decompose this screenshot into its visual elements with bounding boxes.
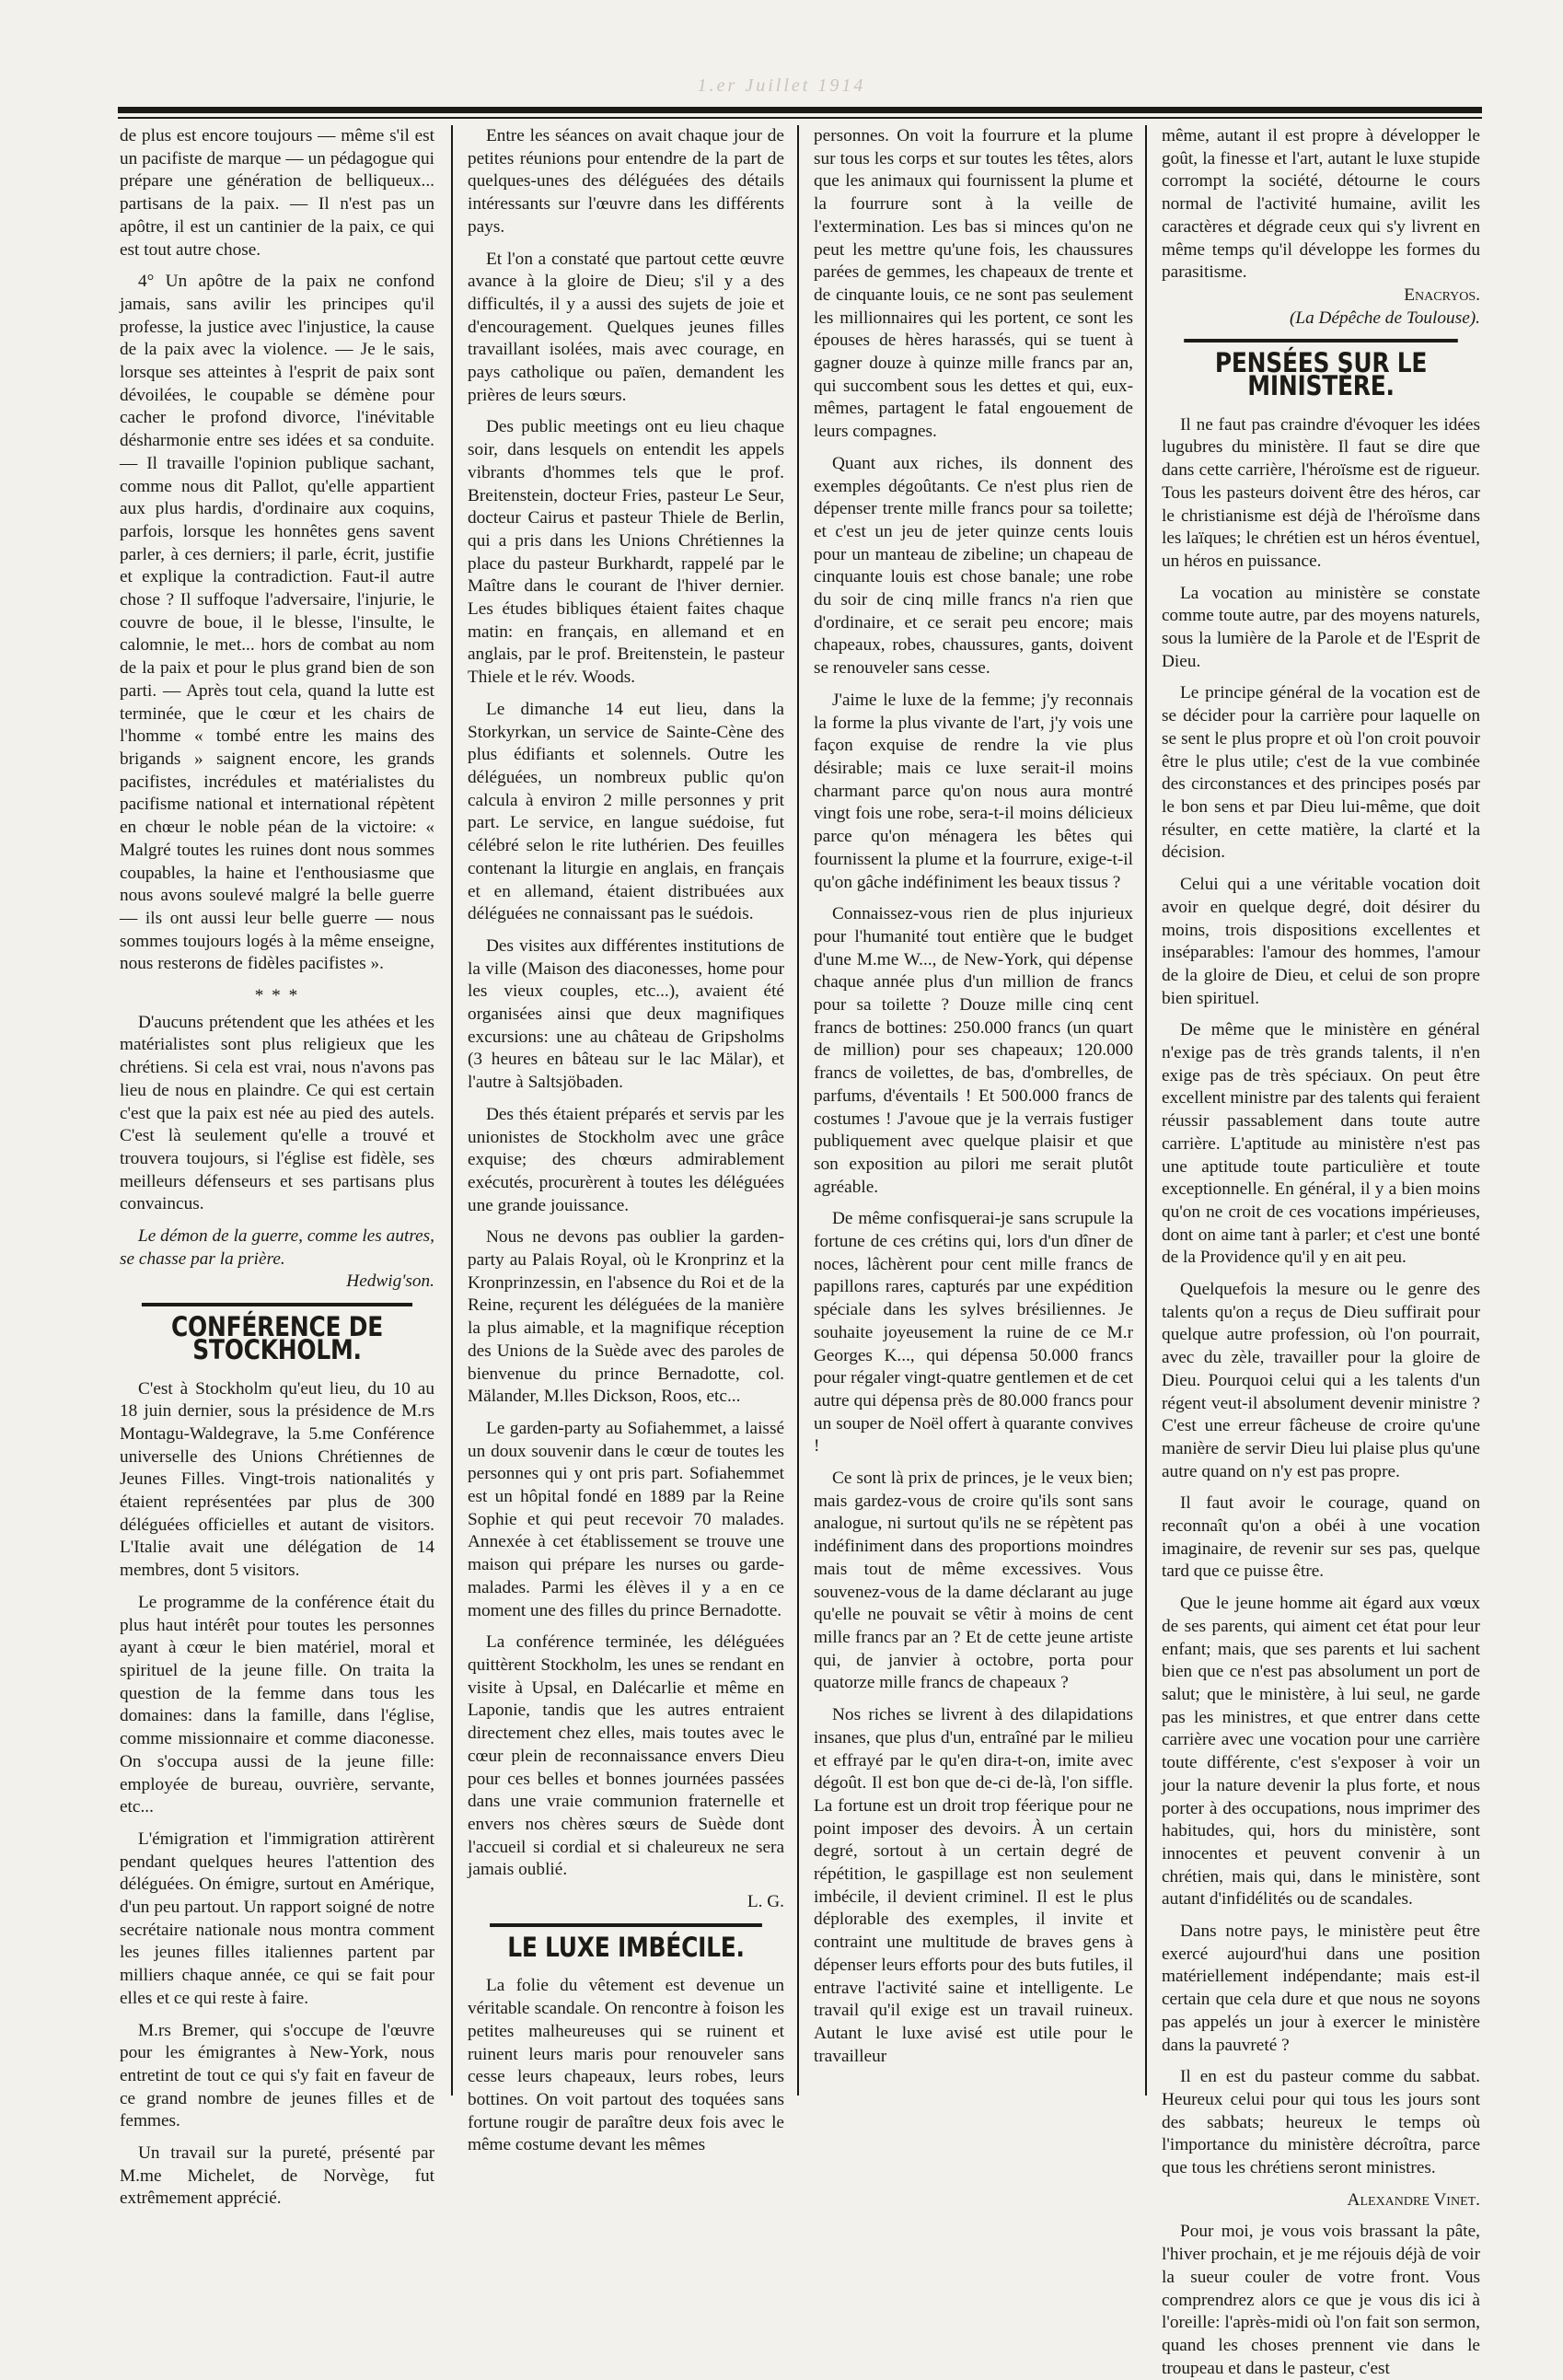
paragraph: La conférence terminée, les déléguées quittèrent Stockholm, les unes se rendant en visite à Upsal, en Dalécarlie et même en Laponie, tandis que les autres entraient directement chez elles, mais toutes avec le cœur plein de reconnaissance envers Dieu pour ces belles et bonnes journées passées dans une vraie communion fraternelle et envers nos chères sœurs de Suède dont l'accueil si cordial et si chaleureux ne sera jamais oublié. — [468, 1632, 784, 1880]
column-1 — [120, 125, 434, 2209]
paragraph: Le principe général de la vocation est de se décider pour la carrière pour laquelle on se sent le plus propre et où l'on croit pouvoir être le plus utile; c'est de la vue combinée des circonstances et des principes posés par le bon sens et par Dieu lui-même, que doit résulter, en cette matière, la clarté et la décision. — [1162, 683, 1480, 863]
paragraph: Celui qui a une véritable vocation doit avoir en quelque degré, doit désirer du moins, trois dispositions excellentes et inséparables: l'amour des hommes, l'amour de la gloire de Dieu, et celui de son propre bien spirituel. — [1162, 875, 1480, 1008]
author: Alexandre Vinet. — [1347, 2189, 1480, 2210]
paragraph: personnes. On voit la fourrure et la plume sur tous les corps et sur toutes les têtes, alors que les animaux qui fournissent la plume et la fourrure sont à la veille de l'extermination. Les bas si minces qu'on ne peut les mettre qu'une fois, les chaussures parées de gemmes, les chapeaux de trente et de cinquante louis, ce ne sont pas seulement les millionnaires qui les portent, ce sont les épouses de hères harassés, qui se tuent à gagner douze à quinze mille francs par an, qui succombent sous les dettes et qui, eux-mêmes, partagent le fatal engouement de leurs compagnes. — [814, 126, 1133, 442]
column-divider — [451, 125, 453, 2096]
top-rule-thin — [118, 117, 1482, 119]
paragraph: Il en est du pasteur comme du sabbat. Heureux celui pour qui tous les jours sont des sabbats; heureux le temps où l'importance du ministère décroîtra, parce que tous les chrétiens seront ministres. — [1162, 2067, 1480, 2178]
paragraph: Entre les séances on avait chaque jour de petites réunions pour entendre de la part de quelques-unes des déléguées des détails intéressants sur l'œuvre dans les différents pays. — [468, 126, 784, 237]
paragraph: M.rs Bremer, qui s'occupe de l'œuvre pour les émigrantes à New-York, nous entretint de tout ce qui s'y fait en faveur de ce grand nombre de jeunes filles et de femmes. — [120, 2020, 434, 2131]
paragraph: La folie du vêtement est devenue un véritable scandale. On rencontre à foison les petites malheureuses qui se ruinent et ruinent leurs maris pour renouveler sans cesse leurs chapeaux, leurs robes, leurs bottines. On voit partout des toquées sans fortune rougir de paraître deux fois avec le même costume devant les mêmes — [468, 1976, 784, 2155]
paragraph: Ce sont là prix de princes, je le veux bien; mais gardez-vous de croire qu'ils sont sans analogue, ni surtout qu'ils ne se répètent pas indéfiniment dans des proportions moindres mais tout de même excessives. Vous souvenez-vous de la dame déclarant au juge qu'elle ne pouvait se vêtir à moins de cent mille francs par an ? Et de cette jeune artiste qui, de janvier à octobre, porta pour quatorze mille francs de chapeaux ? — [814, 1469, 1133, 1693]
paragraph: L'émigration et l'immigration attirèrent pendant quelques heures l'attention des déléguées. On émigre, surtout en Amérique, d'un peu partout. Un rapport soigné de notre secrétaire nationale nous montra comment les jeunes filles italiennes partent par milliers chaque année, ce qui se fait pour elles et ce qui reste à faire. — [120, 1829, 434, 2008]
paragraph: Et l'on a constaté que partout cette œuvre avance à la gloire de Dieu; s'il y a des difficultés, il y a aussi des sujets de joie et d'encouragement. Quelques jeunes filles travaillant isolées, mais avec courage, en pays catholique ou païen, demandent les prières de leurs sœurs. — [468, 249, 784, 405]
paragraph: De même que le ministère en général n'exige pas de très grands talents, il n'en exige pas de très spéciaux. On peut être excellent ministre par des talents qui feraient réussir passablement dans toute autre carrière. L'aptitude au ministère n'est pas une aptitude toute particulière et toute exceptionnelle. En général, il y a bien moins qu'on ne croit de ces vocations impérieuses, dont on aime tant à parler; et c'est une bonté de la Providence qu'il y en ait peu. — [1162, 1020, 1480, 1268]
paragraph: Connaissez-vous rien de plus injurieux pour l'humanité tout entière que le budget d'une M.me W..., de New-York, qui dépense chaque année plus d'un million de francs pour sa toilette ? Douze mille cinq cent francs de bottines: 250.000 francs (un quart de million) pour ses chapeaux; 120.000 francs de voilettes, de bas, d'ombrelles, de parfums, d'éventails ! Et 500.000 francs de costumes ! J'avoue que je la verrais fustiger publiquement avec quelque plaisir et que son exposition au pilori me serait plutôt agréable. — [814, 904, 1133, 1197]
column-4 — [1162, 125, 1480, 2378]
paragraph: Quant aux riches, ils donnent des exemples dégoûtants. Ce n'est plus rien de dépenser trente mille francs pour sa toilette; et c'est un jeu de jeter quinze cents louis pour un manteau de zibeline; un chapeau de cinquante louis est chose banale; une robe du soir de cinq mille francs n'a rien que d'ordinaire, et ce serait peu encore; mais chapeaux, robes, chaussures, gants, doivent se renouveler sans cesse. — [814, 453, 1133, 679]
column-2 — [468, 125, 784, 2155]
paragraph: Il ne faut pas craindre d'évoquer les idées lugubres du ministère. Il faut se dire que dans cette carrière, l'héroïsme est de rigueur. Tous les pasteurs doivent être des héros, car le christianisme est déjà de l'héroïsme dans les laïques; le chrétien est un héros éventuel, un héros en puissance. — [1162, 414, 1480, 571]
paragraph: Un travail sur la pureté, présenté par M.me Michelet, de Norvège, fut extrêmement apprécié. — [120, 2143, 434, 2209]
paragraph: Le programme de la conférence était du plus haut intérêt pour toutes les personnes ayant à cœur le bien matériel, moral et spirituel de la jeune fille. On traita la question de la femme dans tous les domaines: dans la famille, dans l'église, comme missionnaire et comme diaconesse. On s'occupa aussi de la jeune fille: employée de bureau, ouvrière, servante, etc... — [120, 1592, 434, 1817]
paragraph: 4° Un apôtre de la paix ne confond jamais, sans avilir les principes qu'il professe, la justice avec l'injustice, la cause de la paix avec la violence. — Je le sais, lorsque ses atteintes à l'esprit de paix sont dévoilées, le coupable se démène pour cacher le profond divorce, l'inévitable désharmonie entre ses idées et sa conduite. — Il travaille l'opinion publique sachant, comme nous dit Pallot, qu'elle appartient aux plus hardis, d'ordinaire aux coquins, parfois, lorsque les honnêtes gens savent parler, à ces derniers; il parle, écrit, justifie et explique la contradiction. Faut-il autre chose ? Il suffoque l'adversaire, l'injurie, le couvre de boue, il le blesse, l'insulte, le calomnie, le met... hors de combat au nom de la paix et pour le plus grand bien de son parti. — Après tout cela, quand la lutte est terminée, que le cœur et les chairs de l'homme « tombé entre les mains des brigands » saignent encore, les grands pacifistes, incrédules et matérialistes du pacifisme national et international répètent en chœur le noble péan de la victoire: « Malgré toutes les ruines dont nous sommes coupables, la haine et l'enthousiasme que nous avons soulevé malgré la belle guerre — ils ont aussi leur belle guerre — nous sommes toujours logés à la même enseigne, nous resterons de fidèles pacifistes ». — [120, 272, 434, 974]
paragraph: Le garden-party au Sofiahemmet, a laissé un doux souvenir dans le cœur de toutes les personnes qui y ont pris part. Sofiahemmet est un hôpital fondé en 1889 par la Reine Sophie et qui peut recevoir 70 malades. Annexée à cet établissement se trouve une maison qui prépare les nurses ou garde-malades. Parmi les élèves il y a en ce moment une des filles du prince Bernadotte. — [468, 1418, 784, 1620]
column-divider — [797, 125, 799, 2096]
paragraph: Que le jeune homme ait égard aux vœux de ses parents, qui aiment cet état pour leur enfant; mais, que ses parents et lui sachent bien que ce n'est pas absolument un port de salut; que le ministère, à lui seul, ne garde pas les ministres, et que entrer dans cette carrière avec une vocation pour une carrière toute différente, c'est s'exposer à voir un jour la nature devenir la plus forte, et nous porter à des occupations, nous imprimer des habitudes, qui, hors du ministère, sont innocentes et peuvent convenir à un chrétien, mais qui, dans le ministère, sont autant d'infidélités ou de scandales. — [1162, 1594, 1480, 1910]
author: Enacryos. — [1404, 284, 1480, 305]
paragraph: J'aime le luxe de la femme; j'y reconnais la forme la plus vivante de l'art, j'y vois une façon exquise de rendre la vie plus désirable; mais ce luxe serait-il moins charmant parce qu'on nous aura montré vingt fois une robe, sera-t-il moins délicieux parce qu'on ménagera les bêtes qui fournissent la plume et la fourrure, exige-t-il qu'on gâche indéfiniment les beaux tissus ? — [814, 690, 1133, 892]
paragraph: Des public meetings ont eu lieu chaque soir, dans lesquels on entendit les appels vibrants d'hommes tels que le prof. Breitenstein, docteur Fries, pasteur Le Seur, docteur Cairus et pasteur Thiele de Berlin, qui a pris dans les Unions Chrétiennes la place du pasteur Burkhardt, rappelé par le Maître dans le courant de l'hiver dernier. Les études bibliques étaient faites chaque matin: en français, en allemand et en anglais, par le prof. Breitenstein, le pasteur Thiele et le rév. Woods. — [468, 417, 784, 688]
paragraph: Des thés étaient préparés et servis par les unionistes de Stockholm avec une grâce exquise; des chœurs admirablement exécutés, procurèrent à toutes les déléguées une grande jouissance. — [468, 1104, 784, 1215]
source: (La Dépêche de Toulouse). — [1289, 308, 1480, 328]
paragraph: Il faut avoir le courage, quand on reconnaît qu'on a obéi à une vocation imaginaire, de revenir sur ses pas, quelque tard que ce puisse être. — [1162, 1493, 1480, 1582]
column-divider — [1145, 125, 1147, 2096]
paragraph: D'aucuns prétendent que les athées et les matérialistes sont plus religieux que les chrétiens. Si cela est vrai, nous n'avons pas lieu de nous en plaindre. Ce qui est certain c'est que la paix est née au pied des autels. C'est là seulement qu'elle a trouvé et trouvera toujours, si l'église est fidèle, ses meilleurs défenseurs et ses partisans plus convaincus. — [120, 1012, 434, 1214]
paragraph: Des visites aux différentes institutions de la ville (Maison des diaconesses, home pour les vieux couples, etc...), avaient été organisées ainsi que deux magnifiques excursions: une au château de Gripsholms (3 heures en bâteau sur le lac Mälar), et l'autre à Saltsjöbaden. — [468, 935, 784, 1093]
paragraph: même, autant il est propre à développer le goût, la finesse et l'art, autant le luxe stupide corrompt la société, détourne le cours normal de l'activité humaine, avilit les caractères et dégrade ceux qui s'y livrent en même temps qu'il développe les formes du parasitisme. — [1162, 126, 1480, 283]
column-3 — [814, 125, 1133, 2096]
paragraph: Pour moi, je vous vois brassant la pâte, l'hiver prochain, et je me réjouis déjà de voir la sueur couler de votre front. Vous comprendrez alors ce que je vous dis ici à l'oreille: l'après-midi où l'on fait son sermon, quand les choses prennent vie dans le troupeau et dans le pasteur, c'est — [1162, 2222, 1480, 2378]
paragraph: C'est à Stockholm qu'eut lieu, du 10 au 18 juin dernier, sous la présidence de M.rs Montagu-Waldegrave, la 5.me Conférence universelle des Unions Chrétiennes de Jeunes Filles. Vingt-trois nationalités y étaient représentées par plus de 300 déléguées officielles et autant de visitors. L'Italie avait une délégation de 14 membres, dont 5 visitors. — [120, 1378, 434, 1581]
article-heading: PENSÉES SUR LE MINISTÈRE. — [1184, 339, 1458, 402]
closing-line: Le démon de la guerre, comme les autres, se chasse par la prière. — [120, 1226, 434, 1269]
article-heading: LE LUXE IMBÉCILE. — [490, 1923, 762, 1965]
paragraph: Quelquefois la mesure ou le genre des talents qu'on a reçus de Dieu suffirait pour quelque autre profession, où l'on pourrait, avec du zèle, travailler pour la gloire de Dieu. Pourquoi celui qui a les talents d'un régent veut-il absolument devenir ministre ? C'est une erreur fâcheuse de croire qu'une manière de servir Dieu lui plaise plus qu'une autre quand on n'y est pas propre. — [1162, 1280, 1480, 1481]
paragraph: La vocation au ministère se constate comme toute autre, par des moyens naturels, sous la lumière de la Parole et de l'Esprit de Dieu. — [1162, 583, 1480, 671]
paragraph: Nous ne devons pas oublier la garden-party au Palais Royal, où le Kronprinz et la Kronprinzessin, en l'absence du Roi et de la Reine, reçurent les déléguées de la manière la plus aimable, et la magnifique réception des Unions de la Suède avec des paroles de bienvenue du prince Bernadotte, col. Mälander, M.lles Dickson, Roos, etc... — [468, 1227, 784, 1407]
section-separator: * * * — [254, 986, 300, 1006]
paragraph: Dans notre pays, le ministère peut être exercé aujourd'hui dans une position matériellement indépendante; mais est-il certain que cela dure et que nous ne soyons pas appelés un jour à exercer le ministère dans la pauvreté ? — [1162, 1921, 1480, 2055]
paragraph: Le dimanche 14 eut lieu, dans la Storkyrkan, un service de Sainte-Cène des plus édifiants et solennels. Outre les déléguées, un nombreux public qu'on calcula à environ 2 mille personnes y prit part. Le service, en langue suédoise, fut célébré selon le rite luthérien. Des feuilles contenant la liturgie en anglais, en français et en allemand, étaient distribuées aux déléguées ne connaissant pas le suédois. — [468, 699, 784, 924]
paragraph: de plus est encore toujours — même s'il est un pacifiste de marque — un pédagogue qui prépare une génération de belliqueux... partisans de la paix. — Il n'est pas un apôtre, il est un cantinier de la paix, ce qui est tout autre chose. — [120, 126, 434, 260]
paragraph: Nos riches se livrent à des dilapidations insanes, que plus d'un, entraîné par le milieu et effrayé par le qu'en dira-t-on, imite avec dégoût. Il est bon que de-ci de-là, l'on siffle. La fortune est un droit trop féerique pour ne point imposer des devoirs. À un certain degré, sortout à un certain degré de répétition, le gaspillage est non seulement imbécile, il devient criminel. Il est le plus déplorable des exemples, il invite et contraint une multitude de braves gens à dépenser leurs efforts pour des buts futiles, il entrave l'activité saine et intelligente. Le travail qu'il exige est un travail ruineux. Autant le luxe avisé est utile pour le travailleur — [814, 1705, 1133, 2066]
article-heading: CONFÉRENCE DE STOCKHOLM. — [142, 1303, 412, 1366]
signature: L. G. — [747, 1892, 784, 1912]
paragraph: De même confisquerai-je sans scrupule la fortune de ces crétins qui, lors d'un dîner de noces, lâchèrent pour cent mille francs de papillons rares, capturés par une expédition spéciale dans les sylves brésiliennes. Je souhaite joyeusement la ruine de ce M.r Georges K..., qui dépensa 50.000 francs pour régaler vingt-quatre gentlemen et de cet autre qui dépensa près de 80.000 francs pour un souper de Noël offert à quarante convives ! — [814, 1209, 1133, 1457]
top-rule — [118, 107, 1482, 113]
signature: Hedwig'son. — [346, 1271, 434, 1292]
page-header: 1.er Juillet 1914 — [697, 75, 866, 96]
